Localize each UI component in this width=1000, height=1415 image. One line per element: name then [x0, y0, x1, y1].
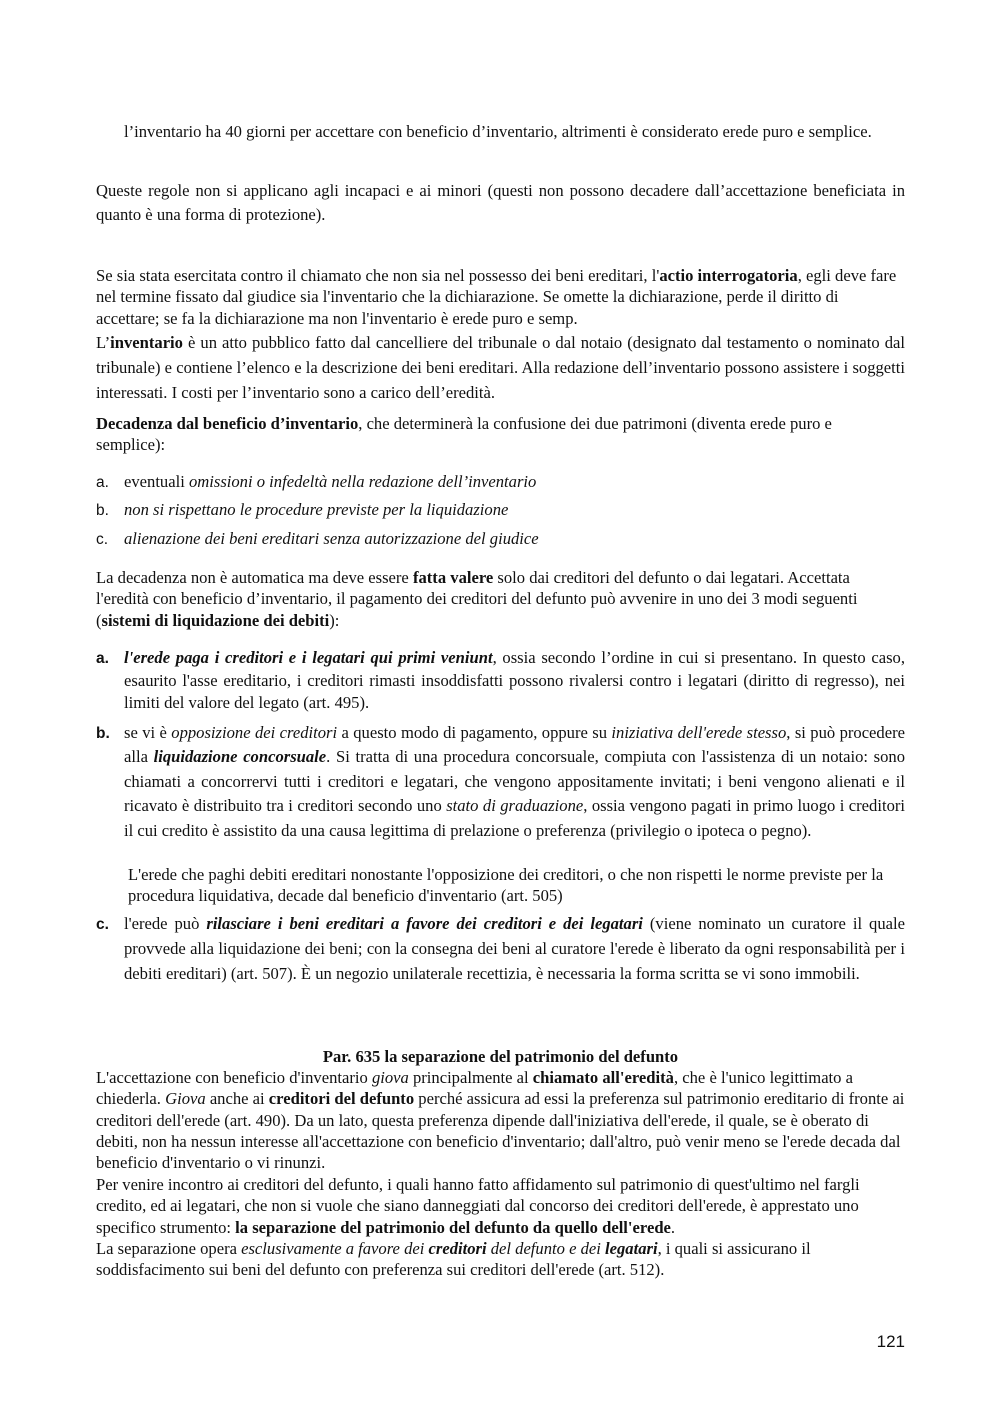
list-item-procedure: non si rispettano le procedure previste per la liquidazione [124, 500, 509, 519]
paragraph-decadenza-valere: La decadenza non è automatica ma deve essere fatta valere solo dai creditori del defunto o dai legatari. Accettata l'eredità con beneficio d’inventario, il pagamento dei creditori del defunto può avvenire in uno dei 3 modi seguenti (sistemi di liquidazione dei debiti): [96, 568, 858, 630]
list-item-alienazione: alienazione dei beni ereditari senza autorizzazione del giudice [124, 529, 539, 548]
list2-item-b-note: L'erede che paghi debiti ereditari nonostante l'opposizione dei creditori, o che non rispetti le norme previste per la procedura liquidativa, decade dal beneficio d'inventario (art. 505) [128, 865, 884, 905]
paragraph-inventario: L’inventario è un atto pubblico fatto dal cancelliere del tribunale o dal notaio (designato dal testamento o nominato dal tribunale) e contiene l’elenco e la descrizione dei beni ereditari. Alla redazione dell’inventario possono assistere i soggetti interessati. I costi per l’inventario sono a carico dell’eredità. [96, 333, 905, 402]
list2-item-primi-veniunt: l'erede paga i creditori e i legatari qui primi veniunt, ossia secondo l’ordine in cui si presentano. In questo caso, esaurito l'asse ereditario, i creditori rimasti insoddisfatti possono rivalersi contro i legatari (diritto di regresso), nei limiti del valore del legato (art. 495). [124, 648, 906, 712]
section-paragraph-separazione: La separazione opera esclusivamente a favore dei creditori del defunto e dei legatari, i quali si assicurano il soddisfacimento sui beni del defunto con preferenza sui creditori dell'erede (art. 512). [96, 1239, 811, 1280]
section-paragraph-strumento: Per venire incontro ai creditori del defunto, i quali hanno fatto affidamento sul patrimonio di quest'ultimo nel fargli credito, ed ai legatari, che non si vuole che siano danneggiati dal concorso dei creditori dell'erede, è apprestato uno specifico strumento: la separazione del patrimonio del defunto da quello dell'erede. [96, 1175, 860, 1237]
list-marker-b: b. [96, 502, 109, 519]
list-marker-c: c. [96, 531, 109, 548]
list2-marker-b: b. [96, 725, 110, 742]
page-number: 121 [876, 1332, 905, 1351]
list2-item-liquidazione-concorsuale: se vi è opposizione dei creditori a questo modo di pagamento, oppure su iniziativa dell'erede stesso, si può procedere alla liquidazione concorsuale. Si tratta di una procedura concorsuale, compiuta con l'assistenza di un notaio: sono chiamati a concorrervi tutti i creditori e legatari, che vengono appositamente invitati; i beni vengono alienati e il ricavato è distribuito tra i creditori secondo uno stato di graduazione, ossia vengono pagati in primo luogo i creditori il cui credito è assistito da una causa legittima di prelazione o preferenza (privilegio o ipoteca o pegno). [124, 723, 905, 840]
list2-marker-a: a. [96, 650, 109, 667]
list2-marker-c: c. [96, 916, 109, 933]
list2-item-rilascio-beni: l'erede può rilasciare i beni ereditari a favore dei creditori e dei legatari (viene nominato un curatore il quale provvede alla liquidazione dei beni; con la consegna dei beni al curatore l'erede è liberato da ogni responsabilità per i debiti ereditari) (art. 507). È un negozio unilaterale recettizia, è necessaria la forma scritta se vi sono immobili. [124, 914, 905, 983]
list-item-omissioni: eventuali omissioni o infedeltà nella redazione dell’inventario [124, 472, 537, 491]
paragraph-actio-interrogatoria: Se sia stata esercitata contro il chiamato che non sia nel possesso dei beni ereditari, l'actio interrogatoria, egli deve fare nel termine fissato dal giudice sia l'inventario che la dichiarazione. Se omette la dichiarazione, perde il diritto di accettare; se fa la dichiarazione ma non l'inventario è erede puro e semp. [96, 266, 897, 328]
section-paragraph-beneficio: L'accettazione con beneficio d'inventario giova principalmente al chiamato all'eredità, che è l'unico legittimato a chiederla. Giova anche ai creditori del defunto perché assicura ad essi la preferenza sul patrimonio ereditario di fronte ai creditori dell'erede (art. 490). Da un lato, questa preferenza dipende dall'iniziativa dell'erede, il quale, se è oberato di debiti, non ha nessun interesse all'accettazione con beneficio d'inventario; dall'altro, può venir meno se l'erede decada dal beneficio d'inventario o vi rinunzi. [96, 1068, 905, 1173]
list-marker-a: a. [96, 474, 109, 491]
paragraph-incapable-rule: Queste regole non si applicano agli incapaci e ai minori (questi non possono decadere dall’accettazione beneficiata in quanto è una forma di protezione). [96, 181, 905, 224]
section-heading: Par. 635 la separazione del patrimonio del defunto [322, 1047, 679, 1066]
paragraph-inventory-term: l’inventario ha 40 giorni per accettare con beneficio d’inventario, altrimenti è considerato erede puro e semplice. [124, 122, 872, 141]
paragraph-decadenza-heading: Decadenza dal beneficio d’inventario, che determinerà la confusione dei due patrimoni (diventa erede puro e semplice): [96, 414, 832, 455]
